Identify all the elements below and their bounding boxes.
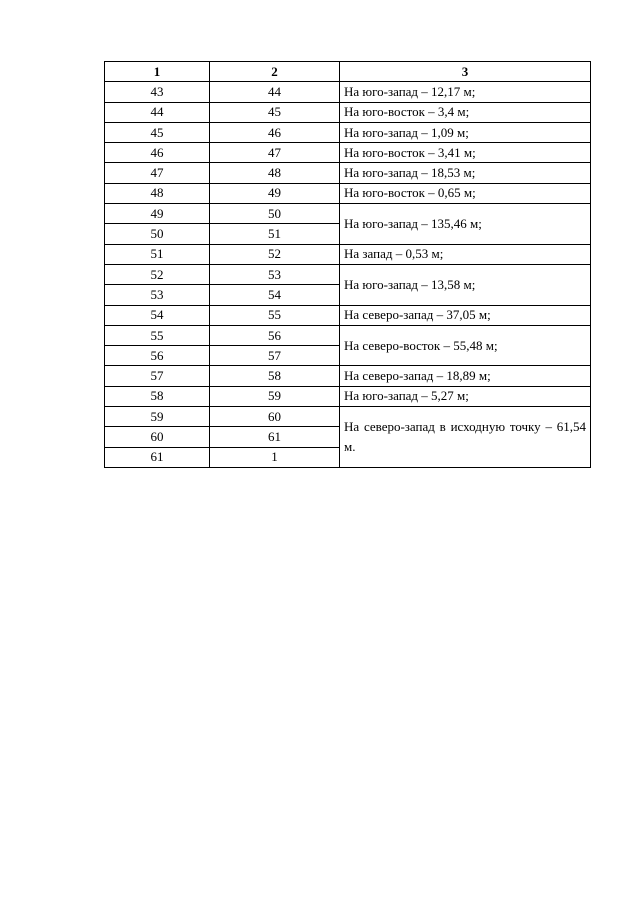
to-point-cell: 44 bbox=[210, 82, 340, 102]
table-row bbox=[105, 122, 591, 142]
to-point-cell: 53 bbox=[210, 264, 340, 284]
table-body bbox=[105, 82, 591, 468]
from-point-cell: 59 bbox=[105, 407, 210, 427]
from-point-cell: 55 bbox=[105, 325, 210, 345]
direction-distance-cell: На юго-восток – 3,41 м; bbox=[340, 143, 591, 163]
to-point-cell: 57 bbox=[210, 346, 340, 366]
from-point-cell: 51 bbox=[105, 244, 210, 264]
to-point-cell: 49 bbox=[210, 183, 340, 203]
to-point-cell: 48 bbox=[210, 163, 340, 183]
table-row bbox=[105, 163, 591, 183]
from-point-cell: 56 bbox=[105, 346, 210, 366]
from-point-cell: 44 bbox=[105, 102, 210, 122]
direction-distance-cell: На юго-запад – 135,46 м; bbox=[340, 204, 591, 245]
direction-distance-cell: На юго-запад – 13,58 м; bbox=[340, 264, 591, 305]
from-point-cell: 54 bbox=[105, 305, 210, 325]
from-point-cell: 47 bbox=[105, 163, 210, 183]
to-point-cell: 46 bbox=[210, 122, 340, 142]
table-row bbox=[105, 244, 591, 264]
from-point-cell: 52 bbox=[105, 264, 210, 284]
from-point-cell: 48 bbox=[105, 183, 210, 203]
to-point-cell: 52 bbox=[210, 244, 340, 264]
from-point-cell: 58 bbox=[105, 386, 210, 406]
direction-distance-cell: На юго-запад – 1,09 м; bbox=[340, 122, 591, 142]
table-row bbox=[105, 102, 591, 122]
to-point-cell: 45 bbox=[210, 102, 340, 122]
table-header-row bbox=[105, 62, 591, 82]
direction-distance-cell: На юго-запад – 18,53 м; bbox=[340, 163, 591, 183]
to-point-cell: 61 bbox=[210, 427, 340, 447]
to-point-cell: 1 bbox=[210, 447, 340, 467]
direction-distance-cell: На запад – 0,53 м; bbox=[340, 244, 591, 264]
boundary-table bbox=[104, 61, 591, 468]
table-row bbox=[105, 386, 591, 406]
column-header-1: 1 bbox=[105, 62, 210, 82]
from-point-cell: 50 bbox=[105, 224, 210, 244]
to-point-cell: 50 bbox=[210, 204, 340, 224]
table-row bbox=[105, 204, 591, 224]
to-point-cell: 55 bbox=[210, 305, 340, 325]
direction-distance-cell: На северо-запад – 37,05 м; bbox=[340, 305, 591, 325]
from-point-cell: 49 bbox=[105, 204, 210, 224]
direction-distance-cell: На юго-запад – 12,17 м; bbox=[340, 82, 591, 102]
table-row bbox=[105, 305, 591, 325]
column-header-3: 3 bbox=[340, 62, 591, 82]
to-point-cell: 54 bbox=[210, 285, 340, 305]
table-row bbox=[105, 325, 591, 345]
table-row bbox=[105, 264, 591, 284]
direction-distance-cell: На юго-восток – 3,4 м; bbox=[340, 102, 591, 122]
to-point-cell: 56 bbox=[210, 325, 340, 345]
to-point-cell: 59 bbox=[210, 386, 340, 406]
direction-distance-cell: На северо-восток – 55,48 м; bbox=[340, 325, 591, 366]
direction-distance-cell: На северо-запад – 18,89 м; bbox=[340, 366, 591, 386]
table-row bbox=[105, 183, 591, 203]
to-point-cell: 51 bbox=[210, 224, 340, 244]
to-point-cell: 58 bbox=[210, 366, 340, 386]
to-point-cell: 60 bbox=[210, 407, 340, 427]
column-header-2: 2 bbox=[210, 62, 340, 82]
direction-distance-cell: На северо-запад в исходную точку – 61,54 м. bbox=[340, 407, 591, 468]
direction-distance-cell: На юго-восток – 0,65 м; bbox=[340, 183, 591, 203]
table-row bbox=[105, 366, 591, 386]
table-row bbox=[105, 143, 591, 163]
from-point-cell: 45 bbox=[105, 122, 210, 142]
from-point-cell: 43 bbox=[105, 82, 210, 102]
table-row bbox=[105, 407, 591, 427]
from-point-cell: 46 bbox=[105, 143, 210, 163]
table-row bbox=[105, 82, 591, 102]
from-point-cell: 57 bbox=[105, 366, 210, 386]
from-point-cell: 60 bbox=[105, 427, 210, 447]
direction-distance-cell: На юго-запад – 5,27 м; bbox=[340, 386, 591, 406]
to-point-cell: 47 bbox=[210, 143, 340, 163]
from-point-cell: 61 bbox=[105, 447, 210, 467]
from-point-cell: 53 bbox=[105, 285, 210, 305]
